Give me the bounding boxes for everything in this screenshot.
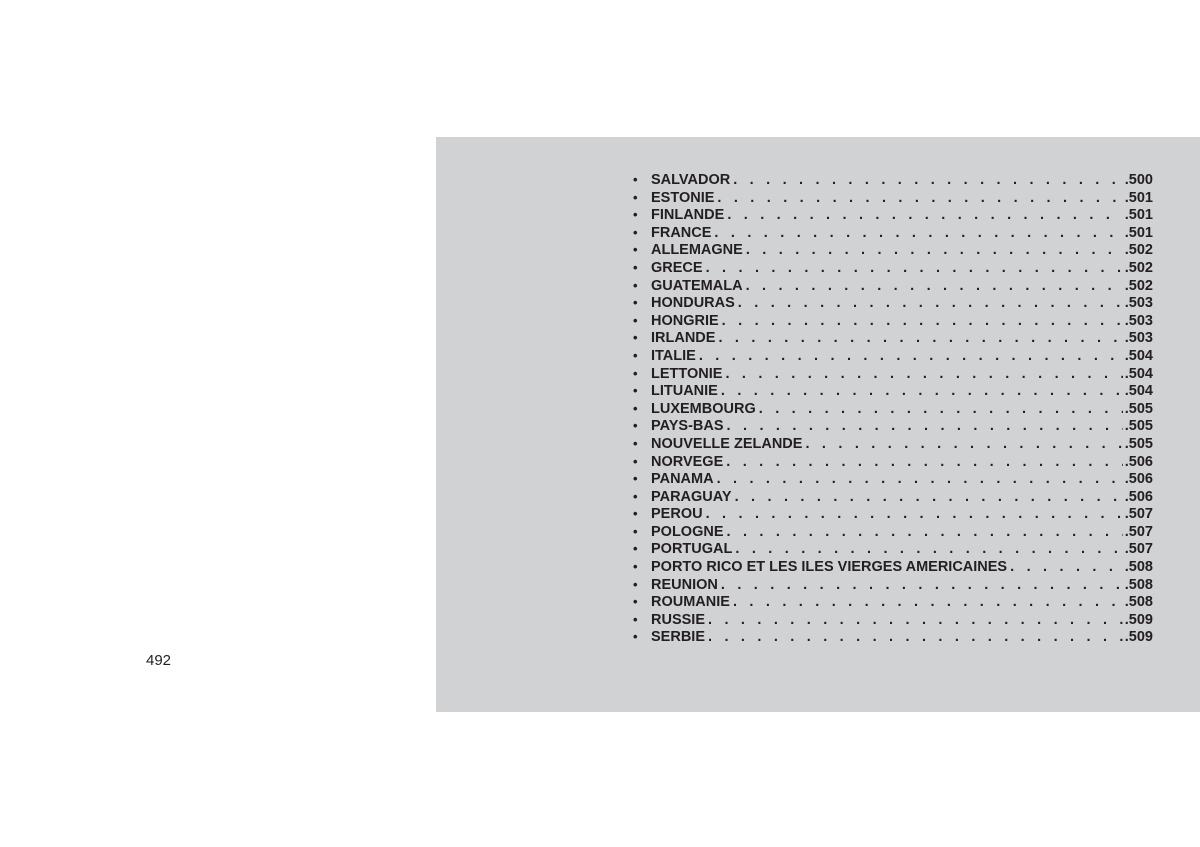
bullet-icon: •: [633, 312, 638, 328]
entry-label: PEROU: [651, 506, 703, 523]
index-entry: [633, 540, 1153, 558]
dot-leader: [722, 313, 1123, 331]
bullet-icon: •: [633, 172, 638, 187]
bullet-icon: •: [633, 189, 638, 205]
index-entry: [633, 470, 1153, 488]
dot-leader: [718, 330, 1122, 348]
country-index-list: [633, 171, 1153, 646]
entry-page-number: .501: [1124, 207, 1153, 224]
entry-label: ITALIE: [651, 347, 696, 364]
dot-leader: [1010, 559, 1123, 577]
bullet-icon: •: [633, 365, 638, 381]
bullet-icon: •: [633, 207, 638, 223]
dot-leader: [746, 242, 1123, 260]
dot-leader: [717, 190, 1122, 208]
bullet-icon: •: [633, 242, 638, 258]
index-entry: [633, 400, 1153, 418]
index-entry: [633, 453, 1153, 471]
index-entry: [633, 417, 1153, 435]
entry-page-number: .505: [1124, 435, 1153, 452]
dot-leader: [746, 278, 1123, 296]
index-entry: [633, 329, 1153, 347]
entry-page-number: .506: [1124, 471, 1153, 488]
dot-leader: [733, 172, 1123, 190]
bullet-icon: •: [633, 488, 638, 504]
entry-label: SALVADOR: [651, 172, 731, 188]
entry-page-number: .503: [1124, 312, 1153, 329]
entry-page-number: .506: [1124, 488, 1153, 505]
index-entry: [633, 206, 1153, 224]
entry-label: PARAGUAY: [651, 488, 732, 505]
entry-label: HONGRIE: [651, 312, 719, 329]
index-entry: [633, 347, 1153, 365]
bullet-icon: •: [633, 383, 638, 399]
index-entry: [633, 593, 1153, 611]
dot-leader: [699, 348, 1123, 366]
dot-leader: [727, 207, 1122, 225]
entry-page-number: .504: [1124, 365, 1153, 382]
dot-leader: [738, 295, 1123, 313]
entry-page-number: .505: [1124, 418, 1153, 435]
entry-page-number: .500: [1124, 172, 1153, 188]
entry-page-number: .505: [1124, 400, 1153, 417]
entry-label: ESTONIE: [651, 189, 715, 206]
bullet-icon: •: [633, 330, 638, 346]
index-entry: [633, 312, 1153, 330]
bullet-icon: •: [633, 347, 638, 363]
bullet-icon: •: [633, 506, 638, 522]
bullet-icon: •: [633, 576, 638, 592]
bullet-icon: •: [633, 259, 638, 275]
bullet-icon: •: [633, 471, 638, 487]
entry-label: NOUVELLE ZELANDE: [651, 435, 803, 452]
dot-leader: [721, 577, 1123, 595]
entry-label: REUNION: [651, 576, 718, 593]
dot-leader: [727, 524, 1123, 542]
entry-label: PAYS-BAS: [651, 418, 724, 435]
entry-label: PORTO RICO ET LES ILES VIERGES AMERICAINES: [651, 559, 1008, 576]
entry-page-number: .508: [1124, 594, 1153, 611]
entry-page-number: .503: [1124, 295, 1153, 312]
entry-label: HONDURAS: [651, 295, 735, 312]
bullet-icon: •: [633, 453, 638, 469]
page-number: 492: [146, 652, 172, 669]
dot-leader: [714, 225, 1122, 243]
index-entry: [633, 294, 1153, 312]
entry-label: ALLEMAGNE: [651, 242, 743, 259]
entry-label: LUXEMBOURG: [651, 400, 756, 417]
bullet-icon: •: [633, 295, 638, 311]
index-entry: [633, 628, 1153, 646]
bullet-icon: •: [633, 224, 638, 240]
entry-page-number: .502: [1124, 242, 1153, 259]
entry-page-number: .502: [1124, 277, 1153, 294]
bullet-icon: •: [633, 277, 638, 293]
index-entry: [633, 523, 1153, 541]
dot-leader: [721, 383, 1123, 401]
entry-page-number: .501: [1124, 224, 1153, 241]
bullet-icon: •: [633, 400, 638, 416]
dot-leader: [706, 506, 1123, 524]
entry-page-number: .509: [1124, 611, 1153, 628]
bullet-icon: •: [633, 418, 638, 434]
index-entry: [633, 259, 1153, 277]
bullet-icon: •: [633, 435, 638, 451]
index-entry: [633, 241, 1153, 259]
entry-label: NORVEGE: [651, 453, 724, 470]
entry-label: RUSSIE: [651, 611, 705, 628]
entry-page-number: .508: [1124, 576, 1153, 593]
index-entry: [633, 382, 1153, 400]
index-entry: [633, 277, 1153, 295]
entry-label: FRANCE: [651, 224, 712, 241]
bullet-icon: •: [633, 559, 638, 575]
entry-label: LITUANIE: [651, 383, 718, 400]
dot-leader: [727, 418, 1123, 436]
bullet-icon: •: [633, 594, 638, 610]
dot-leader: [733, 594, 1123, 612]
index-entry: [633, 576, 1153, 594]
dot-leader: [726, 454, 1123, 472]
dot-leader: [717, 471, 1123, 489]
entry-label: FINLANDE: [651, 207, 725, 224]
index-entry: [633, 189, 1153, 207]
index-entry: [633, 435, 1153, 453]
entry-page-number: .507: [1124, 541, 1153, 558]
bullet-icon: •: [633, 541, 638, 557]
entry-page-number: .506: [1124, 453, 1153, 470]
index-entry: [633, 171, 1153, 189]
index-entry: [633, 505, 1153, 523]
entry-label: PORTUGAL: [651, 541, 733, 558]
entry-page-number: .509: [1124, 629, 1153, 646]
entry-label: PANAMA: [651, 471, 714, 488]
dot-leader: [759, 401, 1123, 419]
dot-leader: [708, 629, 1123, 647]
entry-label: IRLANDE: [651, 330, 716, 347]
dot-leader: [805, 436, 1122, 454]
dot-leader: [706, 260, 1123, 278]
entry-page-number: .504: [1124, 383, 1153, 400]
index-entry: [633, 488, 1153, 506]
index-entry: [633, 365, 1153, 383]
entry-label: GRECE: [651, 259, 703, 276]
entry-label: POLOGNE: [651, 523, 724, 540]
bullet-icon: •: [633, 629, 638, 645]
index-entry: [633, 558, 1153, 576]
entry-page-number: .501: [1124, 189, 1153, 206]
bullet-icon: •: [633, 611, 638, 627]
index-entry: [633, 611, 1153, 629]
entry-page-number: .507: [1124, 506, 1153, 523]
dot-leader: [735, 541, 1122, 559]
entry-page-number: .504: [1124, 347, 1153, 364]
entry-page-number: .502: [1124, 259, 1153, 276]
dot-leader: [735, 489, 1123, 507]
entry-label: LETTONIE: [651, 365, 723, 382]
entry-label: SERBIE: [651, 629, 705, 646]
entry-label: ROUMANIE: [651, 594, 730, 611]
index-entry: [633, 224, 1153, 242]
dot-leader: [725, 366, 1122, 384]
entry-page-number: .507: [1124, 523, 1153, 540]
bullet-icon: •: [633, 523, 638, 539]
dot-leader: [708, 612, 1123, 630]
entry-page-number: .508: [1124, 559, 1153, 576]
entry-page-number: .503: [1124, 330, 1153, 347]
entry-label: GUATEMALA: [651, 277, 743, 294]
